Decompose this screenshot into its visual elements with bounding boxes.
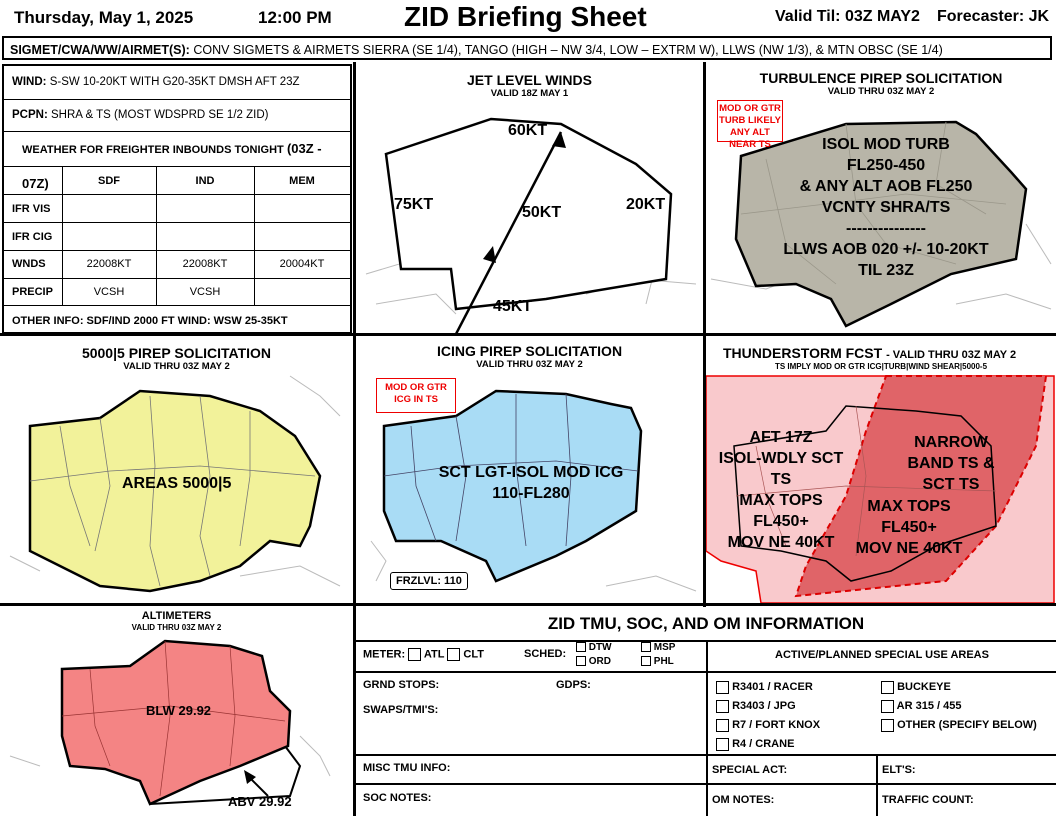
sua-checkbox[interactable] bbox=[716, 738, 729, 751]
ts-right-line: NARROW bbox=[914, 434, 988, 451]
sua-checkbox[interactable] bbox=[881, 681, 894, 694]
sched-phl-checkbox[interactable] bbox=[641, 656, 651, 666]
sched-msp-label: MSP bbox=[653, 642, 676, 653]
row-label: IFR VIS bbox=[12, 203, 51, 215]
ts-left-line: AFT 17Z bbox=[749, 429, 813, 446]
tmu-divider bbox=[876, 754, 878, 816]
turb-line: ISOL MOD TURB bbox=[822, 136, 950, 153]
turb-alert: MOD OR GTR TURB LIKELY ANY ALT NEAR TS bbox=[717, 100, 783, 142]
sua-checkbox[interactable] bbox=[716, 719, 729, 732]
ts-left-line: MOV NE 40KT bbox=[727, 534, 835, 551]
gdps-label: GDPS: bbox=[556, 679, 591, 691]
header-time: 12:00 PM bbox=[258, 8, 332, 27]
ts-title bbox=[723, 345, 1016, 361]
row-label: IFR CIG bbox=[12, 231, 53, 243]
table-cell[interactable]: 22008KT bbox=[86, 258, 132, 270]
icing-panel bbox=[356, 336, 703, 603]
altimeter-abv: ABV 29.92 bbox=[228, 794, 292, 809]
sua-label: AR 315 / 455 bbox=[896, 700, 962, 712]
wind-label: WIND: bbox=[12, 76, 47, 88]
header-forecaster: Forecaster: JK bbox=[937, 8, 1050, 25]
sua-label: R4 / CRANE bbox=[732, 738, 795, 750]
ts-title-valid: - VALID THRU 03Z MAY 2 bbox=[886, 349, 1017, 361]
table-divider bbox=[4, 222, 350, 223]
special-act-label: SPECIAL ACT: bbox=[712, 764, 788, 776]
tmu-section bbox=[356, 606, 1056, 816]
turb-line: VCNTY SHRA/TS bbox=[821, 199, 951, 216]
tmu-divider bbox=[356, 671, 1056, 673]
sigmet-text: CONV SIGMETS & AIRMETS SIERRA (SE 1/4), TANGO (HIGH – NW 3/4, LOW – EXTRM W), LLWS (NW 1/3), & MTN OBSC (SE 1/4) bbox=[193, 43, 943, 57]
altimeter-sub: VALID THRU 03Z MAY 2 bbox=[131, 623, 222, 632]
sua-checkbox[interactable] bbox=[881, 700, 894, 713]
freighter-label: WEATHER FOR FREIGHTER INBOUNDS TONIGHT bbox=[22, 144, 284, 156]
jet-title: JET LEVEL WINDS bbox=[467, 72, 592, 88]
misc-tmu-label: MISC TMU INFO: bbox=[363, 762, 451, 774]
table-cell[interactable]: 20004KT bbox=[279, 258, 325, 270]
sua-label: R3401 / RACER bbox=[732, 681, 813, 693]
turb-text bbox=[766, 134, 1006, 281]
pirep5000-text: AREAS 5000|5 bbox=[122, 475, 232, 492]
traffic-count-label: TRAFFIC COUNT: bbox=[882, 794, 974, 806]
swaps-label: SWAPS/TMI'S: bbox=[363, 704, 439, 716]
jet-label: 60KT bbox=[508, 122, 548, 139]
sched-msp-checkbox[interactable] bbox=[641, 642, 651, 652]
altimeter-panel bbox=[0, 606, 353, 816]
turb-line: LLWS AOB 020 +/- 10-20KT bbox=[783, 241, 989, 258]
meter-atl-label: ATL bbox=[423, 648, 445, 661]
table-cell[interactable]: 22008KT bbox=[182, 258, 228, 270]
grnd-stops-label: GRND STOPS: bbox=[363, 679, 440, 691]
table-divider bbox=[254, 167, 255, 305]
jet-sub: VALID 18Z MAY 1 bbox=[490, 88, 569, 99]
col-header: IND bbox=[195, 175, 215, 187]
ts-right-line: MOV NE 40KT bbox=[855, 540, 963, 557]
turb-line: --------------- bbox=[846, 220, 926, 237]
meter-clt-checkbox[interactable] bbox=[447, 648, 460, 661]
other-info: OTHER INFO: SDF/IND 2000 FT WIND: WSW 25-35KT bbox=[12, 315, 288, 327]
tmu-divider bbox=[356, 783, 1056, 785]
ts-right-line: FL450+ bbox=[881, 519, 937, 536]
sched-phl-label: PHL bbox=[653, 656, 674, 667]
pcpn-label: PCPN: bbox=[12, 109, 48, 121]
icing-sub: VALID THRU 03Z MAY 2 bbox=[476, 359, 583, 370]
sigmet-row bbox=[2, 36, 1052, 60]
ts-sub: TS IMPLY MOD OR GTR ICG|TURB|WIND SHEAR|5000-5 bbox=[774, 362, 988, 371]
header-date: Thursday, May 1, 2025 bbox=[14, 8, 194, 27]
ts-right-text-b bbox=[834, 496, 984, 559]
icing-line: 110-FL280 bbox=[492, 485, 570, 502]
pcpn-row bbox=[4, 100, 350, 132]
freighter-time: (03Z - 07Z) bbox=[22, 141, 322, 191]
turb-line: FL250-450 bbox=[846, 157, 926, 174]
wind-row bbox=[4, 66, 350, 100]
sched-label: SCHED: bbox=[524, 648, 567, 660]
jet-label: 75KT bbox=[394, 196, 434, 213]
row-label: PRECIP bbox=[12, 286, 53, 298]
pirep5000-panel bbox=[0, 336, 353, 603]
sua-label: R3403 / JPG bbox=[732, 700, 796, 712]
tmu-divider bbox=[706, 640, 708, 816]
sched-dtw-label: DTW bbox=[588, 642, 612, 653]
sched-options bbox=[576, 641, 612, 669]
ts-right-text-a bbox=[896, 432, 1006, 495]
sched-dtw-checkbox[interactable] bbox=[576, 642, 586, 652]
meter-label: METER: bbox=[363, 648, 406, 661]
table-divider bbox=[62, 167, 63, 305]
table-divider bbox=[4, 305, 350, 306]
sched-options-2 bbox=[641, 641, 675, 669]
header bbox=[0, 0, 1056, 36]
sua-right-list bbox=[881, 678, 1037, 735]
pcpn-value: SHRA & TS (MOST WDSPRD SE 1/2 ZID) bbox=[50, 109, 269, 121]
sched-ord-label: ORD bbox=[588, 656, 612, 667]
elts-label: ELT'S: bbox=[882, 764, 916, 776]
jet-label: 50KT bbox=[522, 204, 562, 221]
om-notes-label: OM NOTES: bbox=[712, 794, 775, 806]
pirep5000-map bbox=[0, 336, 353, 603]
turb-sub: VALID THRU 03Z MAY 2 bbox=[827, 86, 935, 97]
tmu-title: ZID TMU, SOC, AND OM INFORMATION bbox=[356, 606, 1056, 642]
table-divider bbox=[4, 278, 350, 279]
turb-panel bbox=[706, 64, 1056, 333]
sua-checkbox[interactable] bbox=[716, 700, 729, 713]
icing-alert: MOD OR GTR ICG IN TS bbox=[376, 378, 456, 413]
ts-left-line: ISOL-WDLY SCT TS bbox=[718, 450, 844, 488]
meter-clt-label: CLT bbox=[463, 648, 484, 661]
header-valid: Valid Til: 03Z MAY2 bbox=[775, 8, 920, 25]
table-cell[interactable]: VCSH bbox=[189, 286, 221, 298]
turb-line: TIL 23Z bbox=[858, 262, 914, 279]
icing-line: SCT LGT-ISOL MOD ICG bbox=[438, 464, 624, 481]
pirep5000-title: 5000|5 PIREP SOLICITATION bbox=[81, 345, 272, 361]
pirep5000-sub: VALID THRU 03Z MAY 2 bbox=[123, 361, 230, 372]
jet-label: 20KT bbox=[626, 196, 666, 213]
icing-text bbox=[436, 462, 626, 504]
table-divider bbox=[4, 194, 350, 195]
icing-title: ICING PIREP SOLICITATION bbox=[436, 343, 623, 359]
frzlvl-box: FRZLVL: 110 bbox=[390, 572, 468, 590]
ts-right-line: SCT TS bbox=[922, 476, 980, 493]
altimeter-title: ALTIMETERS bbox=[141, 610, 212, 622]
sua-title: ACTIVE/PLANNED SPECIAL USE AREAS bbox=[775, 649, 989, 661]
ts-left-line: MAX TOPS FL450+ bbox=[739, 492, 823, 530]
table-divider bbox=[4, 250, 350, 251]
meter-row bbox=[363, 648, 484, 661]
ts-title-text: THUNDERSTORM FCST bbox=[723, 345, 883, 361]
altimeter-blw: BLW 29.92 bbox=[146, 703, 212, 718]
table-divider bbox=[156, 167, 157, 305]
sua-left-list bbox=[716, 678, 820, 754]
sua-label: OTHER (SPECIFY BELOW) bbox=[897, 719, 1037, 731]
col-header: SDF bbox=[98, 175, 120, 187]
table-cell[interactable]: VCSH bbox=[93, 286, 125, 298]
sigmet-label: SIGMET/CWA/WW/AIRMET(S): bbox=[10, 43, 190, 57]
weather-table bbox=[2, 64, 352, 334]
turb-line: & ANY ALT AOB FL250 bbox=[799, 178, 973, 195]
ts-panel bbox=[706, 336, 1056, 603]
ts-right-line: MAX TOPS bbox=[867, 498, 951, 515]
sched-ord-checkbox[interactable] bbox=[576, 656, 586, 666]
sua-checkbox[interactable] bbox=[716, 681, 729, 694]
row-label: WNDS bbox=[12, 258, 46, 270]
sua-checkbox[interactable] bbox=[881, 719, 894, 732]
ts-left-text bbox=[716, 427, 846, 553]
sua-label: R7 / FORT KNOX bbox=[732, 719, 821, 731]
col-header: MEM bbox=[289, 175, 315, 187]
ts-right-line: BAND TS & bbox=[907, 455, 995, 472]
jet-panel bbox=[356, 64, 703, 333]
meter-atl-checkbox[interactable] bbox=[408, 648, 421, 661]
soc-notes-label: SOC NOTES: bbox=[363, 792, 432, 804]
wind-value: S-SW 10-20KT WITH G20-35KT DMSH AFT 23Z bbox=[49, 76, 300, 88]
tmu-divider bbox=[356, 754, 1056, 756]
sua-label: BUCKEYE bbox=[897, 681, 951, 693]
page-title: ZID Briefing Sheet bbox=[404, 1, 647, 32]
jet-label: 45KT bbox=[493, 298, 533, 315]
turb-title: TURBULENCE PIREP SOLICITATION bbox=[759, 70, 1003, 86]
